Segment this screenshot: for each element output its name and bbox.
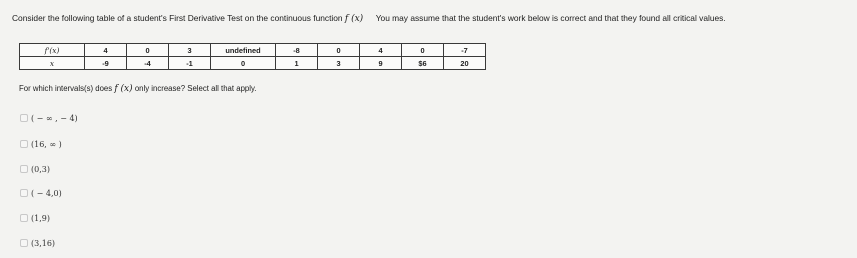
question-prompt bbox=[12, 13, 852, 24]
prompt-text-part2: You may assume that the student's work below is correct and that they found all critical values. bbox=[375, 13, 726, 23]
table-row-x bbox=[20, 57, 486, 70]
function-notation: f (x) bbox=[114, 84, 133, 94]
option-16-to-inf[interactable] bbox=[20, 137, 62, 151]
option-neg-inf-to-neg4[interactable] bbox=[20, 111, 78, 125]
checkbox[interactable] bbox=[20, 114, 28, 122]
table-cell: -8 bbox=[276, 44, 318, 57]
checkbox[interactable] bbox=[20, 165, 28, 173]
table-cell: $6 bbox=[402, 57, 444, 70]
table-cell: -7 bbox=[444, 44, 486, 57]
table-cell: 4 bbox=[85, 44, 127, 57]
sub-question bbox=[19, 84, 256, 94]
option-3-to-16[interactable] bbox=[20, 236, 55, 250]
table-cell: 0 bbox=[402, 44, 444, 57]
option-label: ( − 4,0) bbox=[31, 188, 62, 198]
option-label: ( − ∞ , − 4) bbox=[31, 113, 78, 123]
checkbox[interactable] bbox=[20, 140, 28, 148]
checkbox[interactable] bbox=[20, 189, 28, 197]
option-1-to-9[interactable] bbox=[20, 211, 50, 225]
table-cell: 0 bbox=[211, 57, 276, 70]
table-cell: 20 bbox=[444, 57, 486, 70]
checkbox[interactable] bbox=[20, 214, 28, 222]
question-text-part1: For which intervals(s) does bbox=[19, 84, 113, 93]
table-cell: 0 bbox=[318, 44, 360, 57]
table-cell: 3 bbox=[318, 57, 360, 70]
option-label: (1,9) bbox=[31, 213, 50, 223]
table-cell: 4 bbox=[360, 44, 402, 57]
table-cell: 9 bbox=[360, 57, 402, 70]
table-cell: 3 bbox=[169, 44, 211, 57]
checkbox[interactable] bbox=[20, 239, 28, 247]
table-cell: -9 bbox=[85, 57, 127, 70]
table-row-derivative bbox=[20, 44, 486, 57]
function-notation: f (x) bbox=[344, 14, 364, 24]
table-header-x: x bbox=[20, 57, 85, 70]
derivative-sign-table bbox=[19, 43, 486, 70]
option-label: (16, ∞ ) bbox=[31, 139, 62, 149]
question-text-part2: only increase? Select all that apply. bbox=[134, 84, 257, 93]
option-label: (0,3) bbox=[31, 164, 50, 174]
table-cell: 0 bbox=[127, 44, 169, 57]
option-neg4-to-0[interactable] bbox=[20, 186, 62, 200]
table-cell: undefined bbox=[211, 44, 276, 57]
table-cell: 1 bbox=[276, 57, 318, 70]
table-header-derivative: f'(x) bbox=[20, 44, 85, 57]
table-cell: -4 bbox=[127, 57, 169, 70]
prompt-text-part1: Consider the following table of a student's First Derivative Test on the continuous function bbox=[12, 13, 343, 23]
option-label: (3,16) bbox=[31, 238, 56, 248]
option-0-to-3[interactable] bbox=[20, 162, 50, 176]
table-cell: -1 bbox=[169, 57, 211, 70]
